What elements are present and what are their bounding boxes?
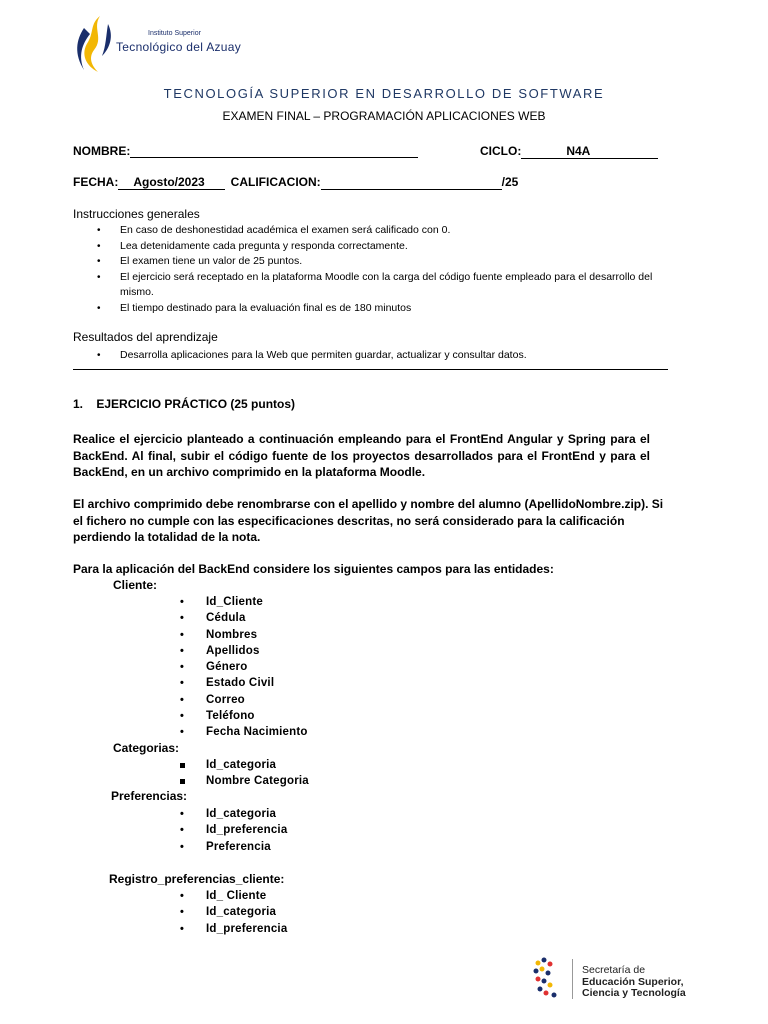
exercise-paragraph-2: El archivo comprimido debe renombrarse con el apellido y nombre del alumno (ApellidoNombre.zip). Si el fichero no cumple con las especificaciones descritas, no será considerado para la calificación perdiendo la totalidad de la nota. [73,497,664,544]
field-item: Id_categoria [180,757,309,773]
bullet-icon: • [180,890,185,902]
ciclo-label: CICLO: [480,144,522,158]
field-item: • Género [180,659,308,675]
institute-logo [70,14,270,74]
instruction-item: • En caso de deshonestidad académica el examen será calificado con 0. [97,223,657,239]
ciclo-row [480,144,658,159]
logo-line-2: Tecnológico del Azuay [116,40,242,54]
ciclo-value: N4A [566,144,591,158]
secretaria-text: Secretaría de Educación Superior, Ciencia y Tecnología [582,964,686,999]
field-item: • Apellidos [180,643,308,659]
bullet-icon: • [180,677,185,690]
institute-emblem-icon [70,14,118,74]
nombre-blank [130,144,418,158]
field-item: • Teléfono [180,708,308,724]
registro-fields [180,888,287,937]
field-item: • Nombres [180,627,308,643]
instructions-heading: Instrucciones generales [73,207,200,221]
bullet-icon: • [180,922,185,935]
bullet-icon: • [180,644,185,657]
calificacion-label: CALIFICACION: [230,175,321,189]
field-item: • Correo [180,692,308,708]
bullet-icon: • [180,906,185,919]
exercise-paragraph-1: Realice el ejercicio planteado a continuación empleando para el FrontEnd Angular y Spring para el BackEnd. Al final, subir el código fuente de los proyectos desarrollados para el FrontEnd y para el BackEnd, en un archivo comprimido en la plataforma Moodle. [73,432,650,479]
entity-preferencias-title: Preferencias: [111,789,188,803]
logo-line-1: Instituto Superior [148,30,201,37]
field-item: • Id_Cliente [180,594,308,610]
field-item: • Id_categoria [180,806,287,822]
result-item: • Desarrolla aplicaciones para la Web que permiten guardar, actualizar y consultar datos. [97,348,667,364]
instruction-item: • El ejercicio será receptado en la plataforma Moodle con la carga del código fuente empleado para el desarrollo del mismo. [97,270,657,301]
field-item: Nombre Categoria [180,773,309,789]
bullet-icon: • [180,612,185,625]
field-item: • Cédula [180,610,308,626]
instruction-item: • Lea detenidamente cada pregunta y responda correctamente. [97,239,657,255]
entity-registro-title: Registro_preferencias_cliente: [109,872,285,886]
instruction-item: • El examen tiene un valor de 25 puntos. [97,254,657,270]
nombre-label: NOMBRE: [73,144,131,158]
fecha-row [73,175,518,190]
secretaria-emblem-icon [532,955,576,1001]
fecha-value: Agosto/2023 [133,175,205,189]
field-item: • Id_categoria [180,904,287,920]
fecha-label: FECHA: [73,175,119,189]
bullet-icon: • [180,824,185,837]
entity-categorias-title: Categorias: [113,741,180,755]
bullet-icon: • [180,710,185,723]
field-item: • Id_preferencia [180,921,287,937]
results-heading: Resultados del aprendizaje [73,330,218,344]
preferencias-fields [180,806,287,855]
categorias-fields [180,757,309,790]
fecha-field [118,175,225,190]
cliente-fields [180,594,308,741]
bullet-icon: • [180,661,185,674]
bullet-icon: • [180,808,185,820]
field-item: • Estado Civil [180,675,308,691]
bullet-icon: • [180,693,185,706]
nombre-row [73,144,418,158]
field-item: • Preferencia [180,839,287,855]
results-list [97,348,667,364]
career-title: TECNOLOGÍA SUPERIOR EN DESARROLLO DE SOFTWARE [163,86,605,101]
instruction-item: • El tiempo destinado para la evaluación final es de 180 minutos [97,301,657,317]
exercise-heading: 1. EJERCICIO PRÁCTICO (25 puntos) [73,397,296,411]
calificacion-blank [321,176,502,190]
secretaria-logo [532,955,702,1005]
bullet-icon: • [180,726,185,739]
bullet-icon: • [180,628,185,641]
bullet-icon: • [180,840,185,853]
calificacion-suffix: /25 [501,175,519,189]
field-item: • Id_preferencia [180,822,287,838]
field-item: • Id_ Cliente [180,888,287,904]
entity-cliente-title: Cliente: [113,578,158,592]
exercise-paragraph-3: Para la aplicación del BackEnd considere los siguientes campos para las entidades: [73,562,554,576]
divider [73,369,668,370]
square-bullet-icon [180,773,185,789]
instructions-list [97,223,657,316]
field-item: • Fecha Nacimiento [180,724,308,740]
square-bullet-icon [180,757,185,773]
bullet-icon: • [180,596,185,608]
ciclo-field [521,144,658,159]
exam-title: EXAMEN FINAL – PROGRAMACIÓN APLICACIONES WEB [222,109,546,123]
